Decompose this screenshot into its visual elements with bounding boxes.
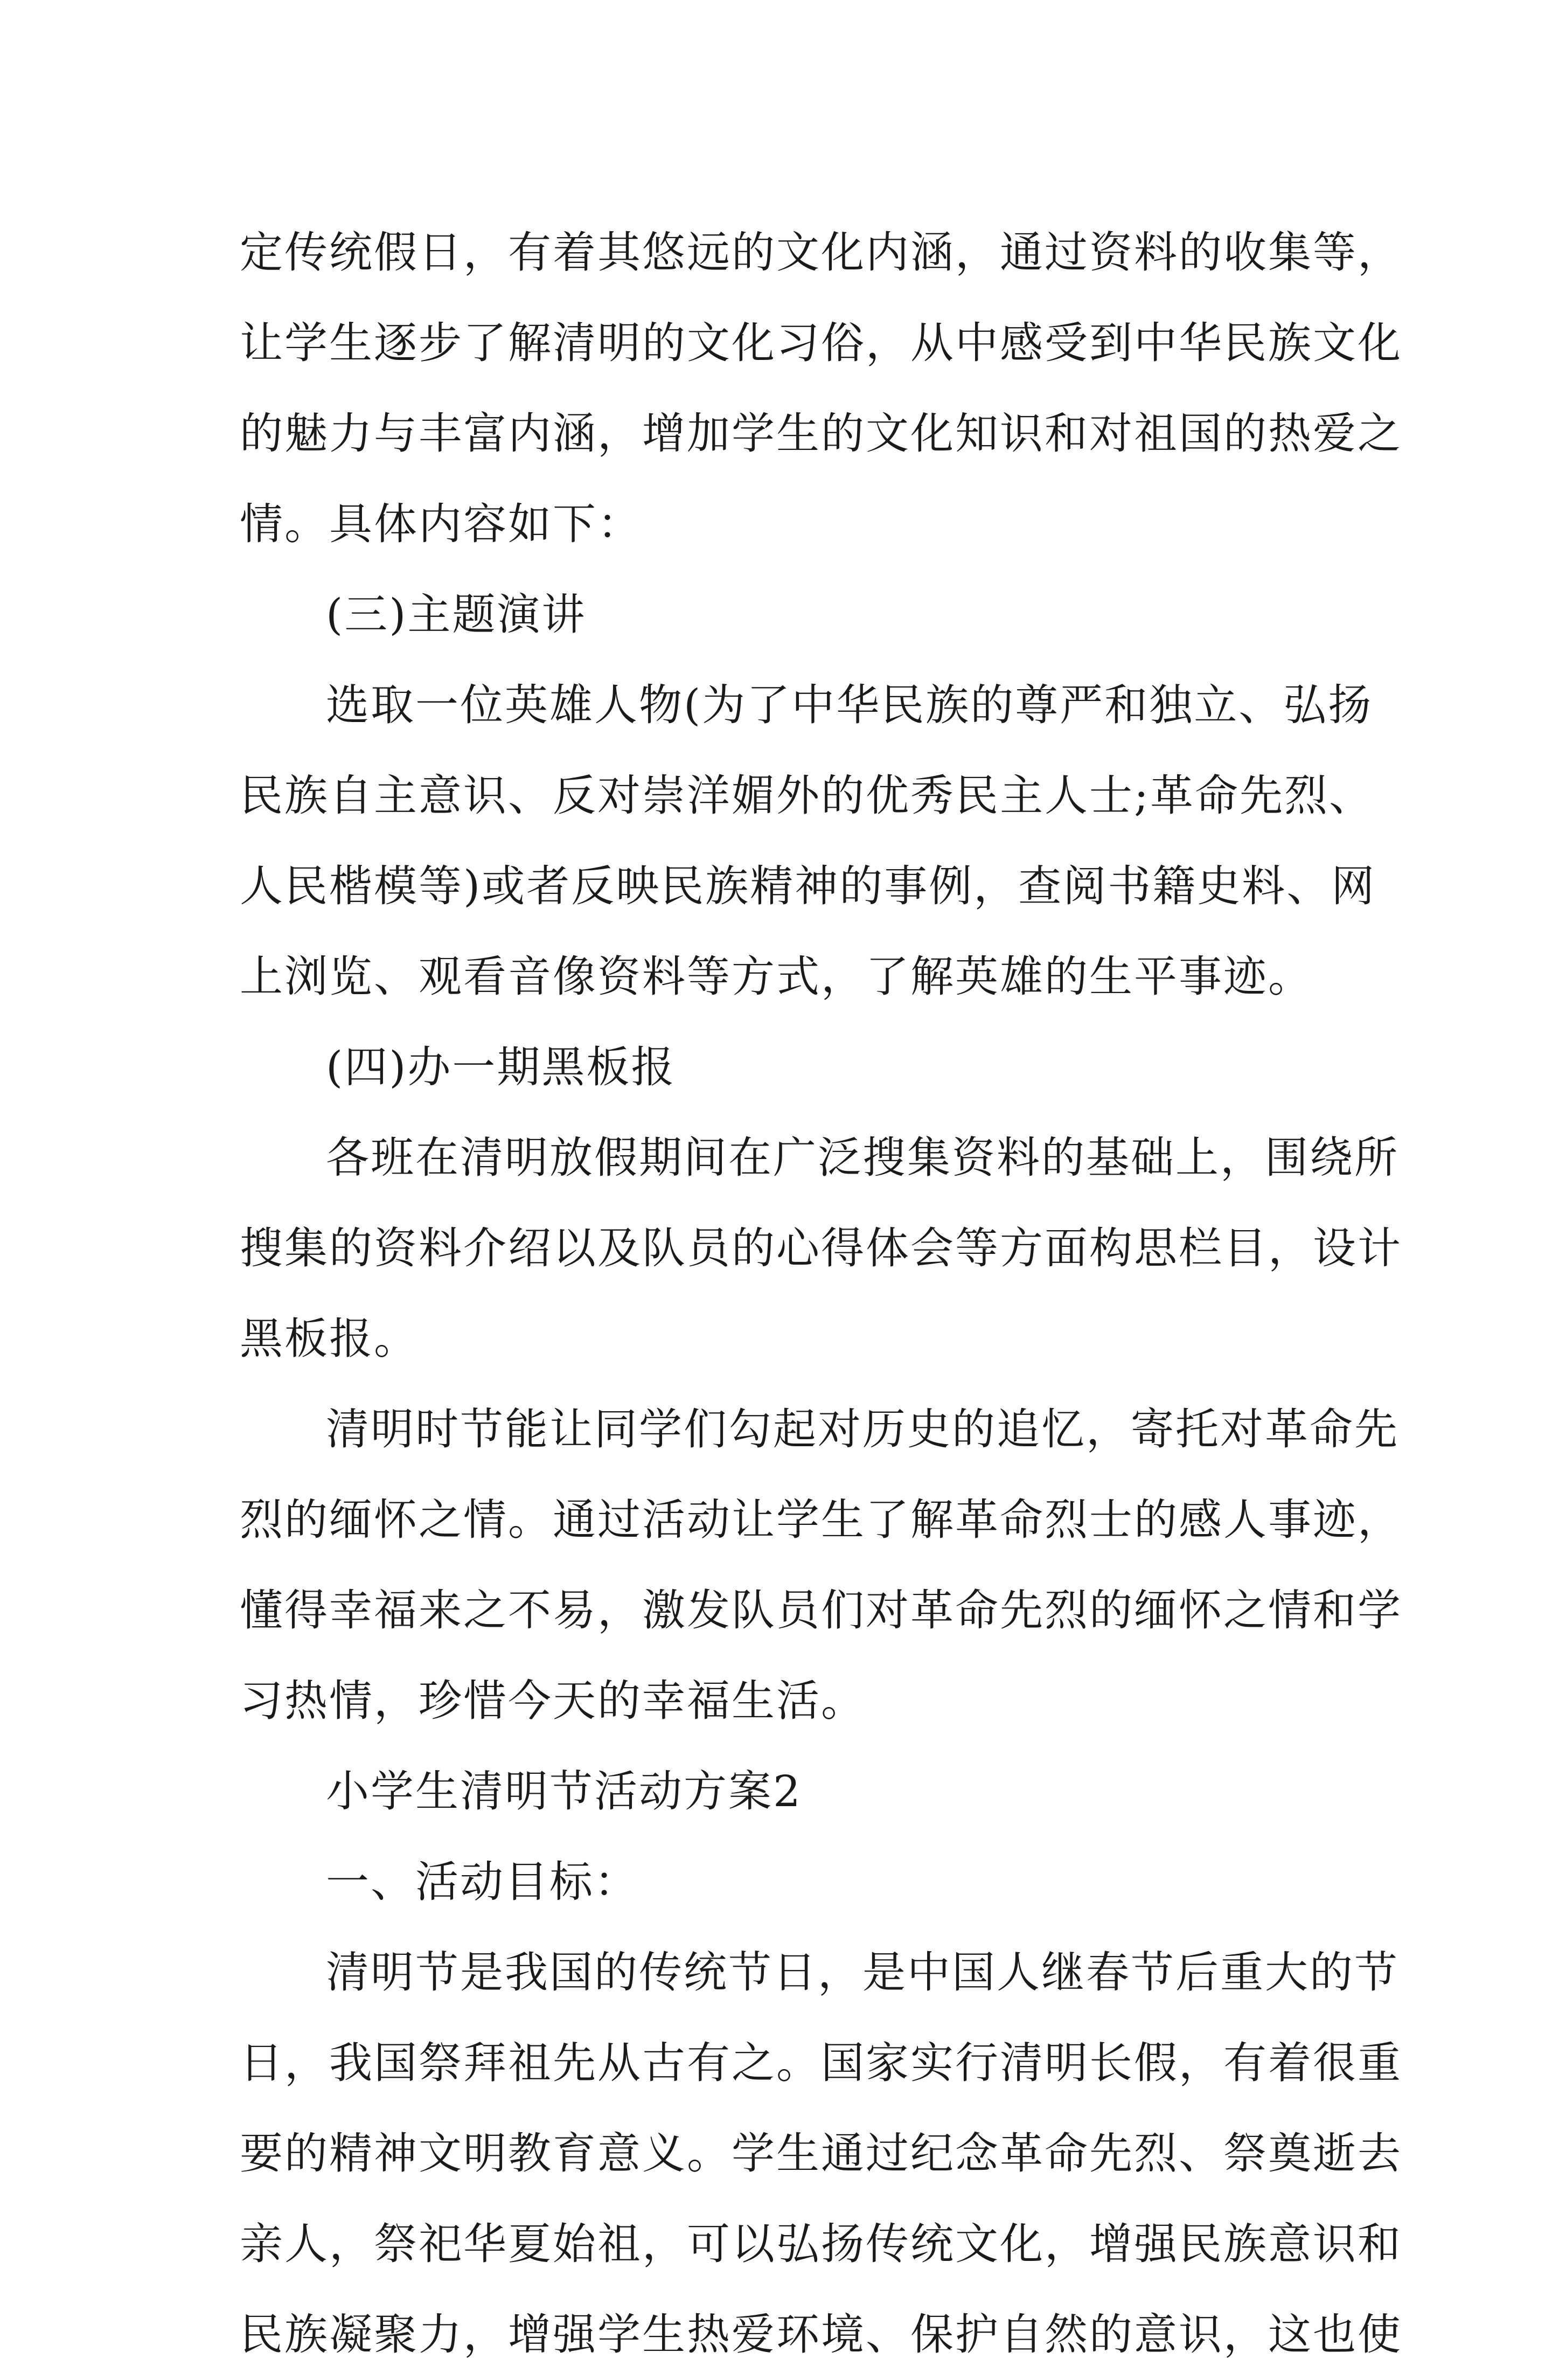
text-line: 日，我国祭拜祖先从古有之。国家实行清明长假，有着很重: [240, 2038, 1402, 2088]
text-line: 民族自主意识、反对崇洋媚外的优秀民主人士;革命先烈、: [240, 771, 1374, 821]
text-line: 人民楷模等)或者反映民族精神的事例，查阅书籍史料、网: [240, 861, 1376, 911]
text-line: (三)主题演讲: [326, 589, 587, 640]
text-line: 上浏览、观看音像资料等方式，了解英雄的生平事迹。: [240, 952, 1313, 1002]
text-line: 选取一位英雄人物(为了中华民族的尊严和独立、弘扬: [326, 680, 1373, 730]
text-line: 各班在清明放假期间在广泛搜集资料的基础上，围绕所: [326, 1133, 1399, 1183]
text-line: 清明节是我国的传统节日，是中国人继春节后重大的节: [326, 1947, 1399, 1997]
text-line: 情。具体内容如下：: [240, 499, 642, 549]
text-line: 一、活动目标：: [326, 1857, 639, 1907]
text-line: 的魅力与丰富内涵，增加学生的文化知识和对祖国的热爱之: [240, 408, 1402, 459]
text-line: 亲人，祭祀华夏始祖，可以弘扬传统文化，增强民族意识和: [240, 2219, 1402, 2269]
text-line: 习热情，珍惜今天的幸福生活。: [240, 1676, 866, 1726]
text-line: 黑板报。: [240, 1314, 419, 1364]
text-line: 民族凝聚力，增强学生热爱环境、保护自然的意识，这也使: [240, 2309, 1402, 2360]
text-line: 要的精神文明教育意义。学生通过纪念革命先烈、祭奠逝去: [240, 2128, 1402, 2178]
text-line: 懂得幸福来之不易，激发队员们对革命先烈的缅怀之情和学: [240, 1585, 1402, 1635]
document-body: [240, 207, 1402, 2380]
text-line: 烈的缅怀之情。通过活动让学生了解革命烈士的感人事迹，: [240, 1495, 1402, 1545]
text-line: 搜集的资料介绍以及队员的心得体会等方面构思栏目，设计: [240, 1223, 1402, 1273]
text-line: 让学生逐步了解清明的文化习俗，从中感受到中华民族文化: [240, 318, 1402, 368]
text-line: (四)办一期黑板报: [326, 1042, 676, 1092]
text-line: 定传统假日，有着其悠远的文化内涵，通过资料的收集等，: [240, 227, 1402, 277]
text-line: 小学生清明节活动方案2: [326, 1766, 802, 1816]
text-line: 清明时节能让同学们勾起对历史的追忆，寄托对革命先: [326, 1404, 1399, 1454]
